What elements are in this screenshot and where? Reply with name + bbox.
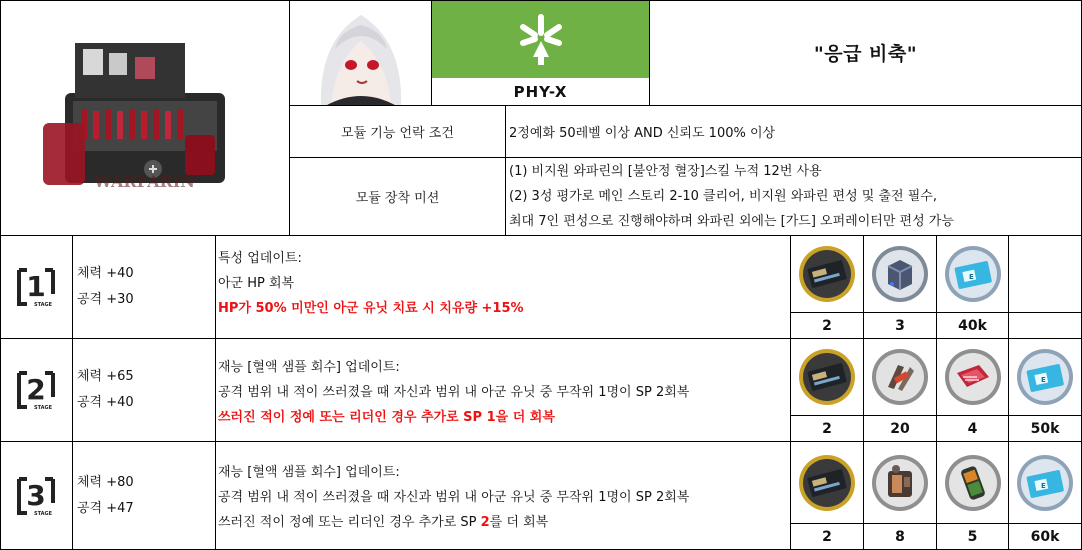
battery-cell-icon — [943, 453, 1003, 513]
crystal-cube-icon — [870, 244, 930, 304]
stage-3-material-3-count: 5 — [937, 524, 1009, 550]
stage-1-line-2: 아군 HP 회복 — [218, 276, 295, 291]
stage-2-line-3: 쓰러진 적이 정예 또는 리더인 경우 추가로 SP 1을 더 회복 — [218, 409, 555, 425]
stage-badge-icon — [13, 473, 59, 519]
stage-1-material-3 — [937, 236, 1009, 313]
stage-2-number: 2 — [26, 373, 46, 406]
svg-text:E: E — [968, 273, 974, 281]
stage-1-material-2-count: 3 — [864, 313, 937, 339]
module-data-block-icon — [797, 244, 857, 304]
module-data-block-icon — [797, 347, 857, 407]
stage-3-line-3-highlight: 2 — [480, 515, 490, 530]
stage-badge-icon — [13, 367, 59, 413]
stage-3-material-2 — [864, 442, 937, 524]
stage-1-material-1 — [791, 236, 864, 313]
stage-3-number: 3 — [26, 478, 46, 512]
stage-1-atk: 공격 +30 — [77, 292, 134, 307]
stage-2-stats — [73, 339, 216, 442]
stage-1-effects — [216, 236, 791, 339]
mission-list — [506, 158, 1082, 236]
stage-1-material-4-count — [1009, 313, 1082, 339]
operator-avatar-icon — [291, 1, 431, 105]
lmd-card-icon — [943, 244, 1003, 304]
mission-label: 모듈 장착 미션 — [290, 158, 506, 236]
module-box-watermark: WARFARIN — [94, 172, 195, 191]
mission-line-1: (1) 비지원 와파린의 [불안정 혈장]스킬 누적 12번 사용 — [509, 164, 822, 179]
svg-text:E: E — [1041, 481, 1046, 490]
stage-2-sub: STAGE — [33, 405, 53, 411]
manganese-trigger-icon — [870, 347, 930, 407]
stage-2-line-1: 재능 [혈액 샘플 회수] 업데이트: — [218, 359, 400, 375]
stage-1-line-1: 특성 업데이트: — [218, 251, 302, 266]
stage-1-material-3-count: 40k — [937, 313, 1009, 339]
module-type-banner — [432, 0, 649, 78]
stage-3-material-2-count: 8 — [864, 524, 937, 550]
module-data-block-icon — [797, 453, 857, 513]
stage-2-material-2 — [864, 339, 937, 416]
stage-2-effects — [216, 339, 791, 442]
stage-1-material-2 — [864, 236, 937, 313]
stage-3-line-1: 재능 [혈액 샘플 회수] 업데이트: — [218, 465, 400, 480]
stage-2-material-3 — [937, 339, 1009, 416]
module-code: PHY-X — [513, 82, 568, 101]
stage-2-badge — [0, 339, 73, 442]
stage-1-badge — [0, 236, 73, 339]
stage-3-material-4 — [1009, 442, 1082, 524]
stage-2-material-2-count: 20 — [864, 416, 937, 442]
stage-3-line-2: 공격 범위 내 적이 쓰러졌을 때 자신과 범위 내 아군 유닛 중 무작위 1명이 SP 2회복 — [218, 490, 690, 505]
stage-3-sub: STAGE — [33, 510, 53, 517]
stage-3-material-1 — [791, 442, 864, 524]
stage-3-line-3 — [218, 510, 788, 535]
stage-3-material-3 — [937, 442, 1009, 524]
physician-module-icon — [511, 9, 571, 69]
unlock-condition-label: 모듈 기능 언락 조건 — [290, 106, 506, 158]
stage-1-sub: STAGE — [33, 302, 53, 308]
svg-text:E: E — [1041, 376, 1046, 384]
stage-badge-icon — [13, 264, 59, 310]
stage-3-atk: 공격 +47 — [77, 500, 134, 516]
kettle-machine-icon — [870, 453, 930, 513]
stage-3-line-3-suffix: 를 더 회복 — [489, 515, 549, 530]
operator-portrait — [290, 0, 432, 106]
stage-3-material-1-count: 2 — [791, 524, 864, 550]
stage-2-material-4-count: 50k — [1009, 416, 1082, 442]
module-box-image — [0, 0, 290, 236]
unlock-condition-cell — [506, 106, 1082, 158]
stage-1-line-3: HP가 50% 미만인 아군 유닛 치료 시 치유량 +15% — [218, 301, 524, 316]
stage-3-badge — [0, 442, 73, 550]
stage-1-material-4 — [1009, 236, 1082, 313]
stage-3-hp: 체력 +80 — [77, 474, 134, 490]
stage-2-line-2: 공격 범위 내 적이 쓰러졌을 때 자신과 범위 내 아군 유닛 중 무작위 1명이 SP 2회복 — [218, 384, 690, 400]
stage-1-number: 1 — [26, 270, 46, 303]
unlock-condition-value: 2정예화 50레벨 이상 AND 신뢰도 100% 이상 — [509, 126, 776, 141]
module-name: "응급 비축" — [650, 0, 1082, 106]
stage-2-hp: 체력 +65 — [77, 369, 134, 384]
mission-line-2: (2) 3성 평가로 메인 스토리 2-10 클리어, 비지원 와파린 편성 및 출전 필수, — [509, 189, 937, 204]
lmd-card-icon — [1015, 453, 1075, 513]
stage-2-material-3-count: 4 — [937, 416, 1009, 442]
stage-3-effects — [216, 442, 791, 550]
mission-line-3: 최대 7인 편성으로 진행해야하며 와파린 외에는 [가드] 오퍼레이터만 편성 가능 — [509, 214, 954, 229]
stage-2-material-1 — [791, 339, 864, 416]
stage-2-material-4 — [1009, 339, 1082, 416]
stage-3-material-4-count: 60k — [1009, 524, 1082, 550]
stage-2-material-1-count: 2 — [791, 416, 864, 442]
red-chip-icon — [943, 347, 1003, 407]
stage-1-material-1-count: 2 — [791, 313, 864, 339]
lmd-card-icon — [1015, 347, 1075, 407]
stage-1-stats — [73, 236, 216, 339]
stage-3-stats — [73, 442, 216, 550]
stage-1-hp: 체력 +40 — [77, 266, 134, 281]
stage-2-atk: 공격 +40 — [77, 395, 134, 410]
stage-3-line-3-prefix: 쓰러진 적이 정예 또는 리더인 경우 추가로 SP — [218, 515, 481, 530]
module-type-emblem — [432, 0, 650, 106]
